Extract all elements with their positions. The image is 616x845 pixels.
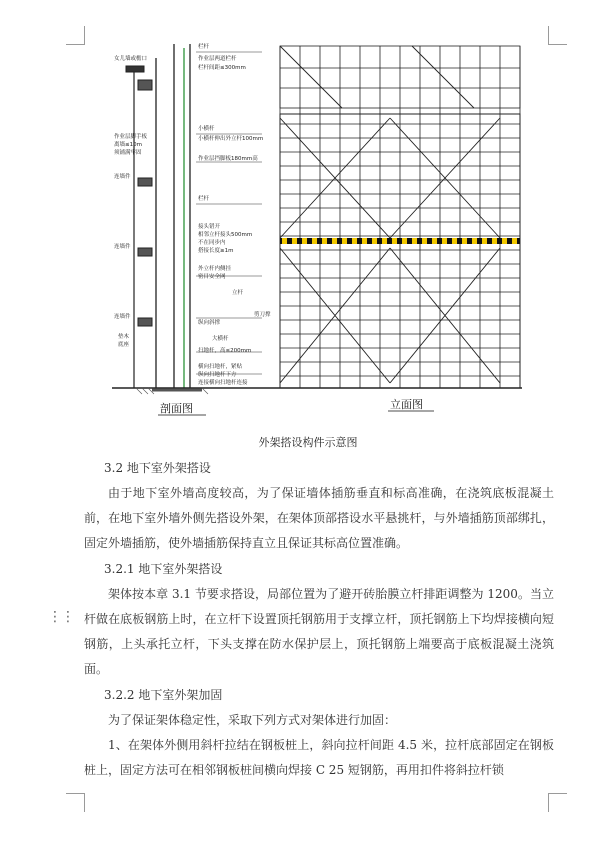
label-work-layer-3: 须铺满牢固 [114,150,142,156]
elevation-view-title: 立面图 [390,398,423,411]
paragraph-3: 为了保证架体稳定性，采取下列方式对架体进行加固： [108,713,397,727]
scissor-braces [280,46,500,383]
label-railing-top: 栏杆 [198,44,210,50]
hazard-stripe [280,238,520,244]
page-corner-mark [548,793,567,812]
label-wall-tie-3: 连墙件 [114,314,131,320]
label-big-crossbar: 大横杆 [212,336,229,342]
label-standard: 立杆 [232,290,244,296]
section-view [112,44,522,394]
scaffold-diagram [112,38,522,418]
slab-edge [138,248,152,256]
paragraph-1: 由于地下室外墙高度较高，为了保证墙体插筋垂直和标高准确，在浇筑底板混凝土前，在地下室外墙外侧先搭设外架，在架体顶部搭设水平悬挑杆，与外墙插筋顶部绑扎，固定外墙插筋，使外墙插筋保持直立且保证其标高位置准确。 [84,486,554,550]
label-net-1: 外立杆内侧挂 [198,266,232,272]
label-base-2: 底座 [118,342,130,348]
label-joint-2: 相邻立杆接头500mm [198,232,253,238]
slab-edge [138,318,152,326]
label-longitudinal-bar: 纵向斜撑 [198,320,221,326]
label-railing-mid: 栏杆 [198,196,210,202]
page-corner-mark [66,26,85,45]
label-work-layer-2: 离墙≤10m [114,142,142,148]
label-sweep-bottom-1: 横向扫地杆，紧贴 [198,364,243,370]
heading-3-2-2: 3.2.2 地下室外架加固 [104,688,223,702]
label-sweep-bottom-3: 连接横向扫地杆连接 [198,380,248,386]
label-wall-tie-1: 连墙件 [114,174,131,180]
heading-3-2-1: 3.2.1 地下室外架搭设 [104,562,223,576]
label-work-layer-1: 作业层脚手板 [114,134,148,140]
label-joint-4: 搭接长度≥1m [198,248,234,254]
page-corner-mark [548,26,567,45]
page-corner-mark [66,793,85,812]
label-joint-1: 接头错开 [198,224,221,230]
paragraph-2: 架体按本章 3.1 节要求搭设，局部位置为了避开砖胎膜立杆排距调整为 1200。当立杆做在底板钢筋上时，在立杆下设置顶托钢筋用于支撑立杆，顶托钢筋上下均焊接横向短钢筋，上头承托立杆，下头支撑在防水保护层上，顶托钢筋上端要高于底板混凝土浇筑面。 [84,587,554,676]
figure-caption: 外架搭设构件示意图 [258,436,358,449]
heading-3-2: 3.2 地下室外架搭设 [104,461,211,475]
label-joint-3: 不在同步内 [198,240,226,246]
elevation-view [280,46,520,388]
label-wall-tie-2: 连墙件 [114,244,131,250]
label-parapet: 女儿墙或檐口 [114,56,148,62]
label-sweep-bottom-2: 纵向扫地杆下方 [198,372,237,378]
label-base-1: 垫木 [118,334,130,340]
label-railing-note-1: 作业层两道栏杆 [198,56,237,62]
label-railing-note-2: 栏杆间距≤300mm [198,65,246,71]
slab-edge [138,178,152,186]
label-net-2: 密目安全网 [198,274,226,280]
paragraph-4: 1、在架体外侧用斜杆拉结在钢板桩上，斜向拉杆间距 4.5 米，拉杆底部固定在钢板桩上，固定方法可在相邻钢板桩间横向焊接 C 25 短钢筋，再用扣件将斜拉杆锁 [84,738,554,777]
label-small-crossbar-note: 小横杆伸出外立杆100mm [198,136,264,142]
parapet [126,66,144,72]
label-sweep: 扫地杆，高≤200mm [198,348,252,354]
slab-edge [138,80,152,90]
label-small-crossbar: 小横杆 [198,126,215,132]
drag-handle-icon[interactable]: ⋮⋮ [48,609,74,625]
label-scissor-brace: 剪刀撑 [254,312,271,318]
label-toe-board: 作业层挡脚板180mm高 [198,156,258,162]
section-view-title: 剖面图 [160,402,193,415]
